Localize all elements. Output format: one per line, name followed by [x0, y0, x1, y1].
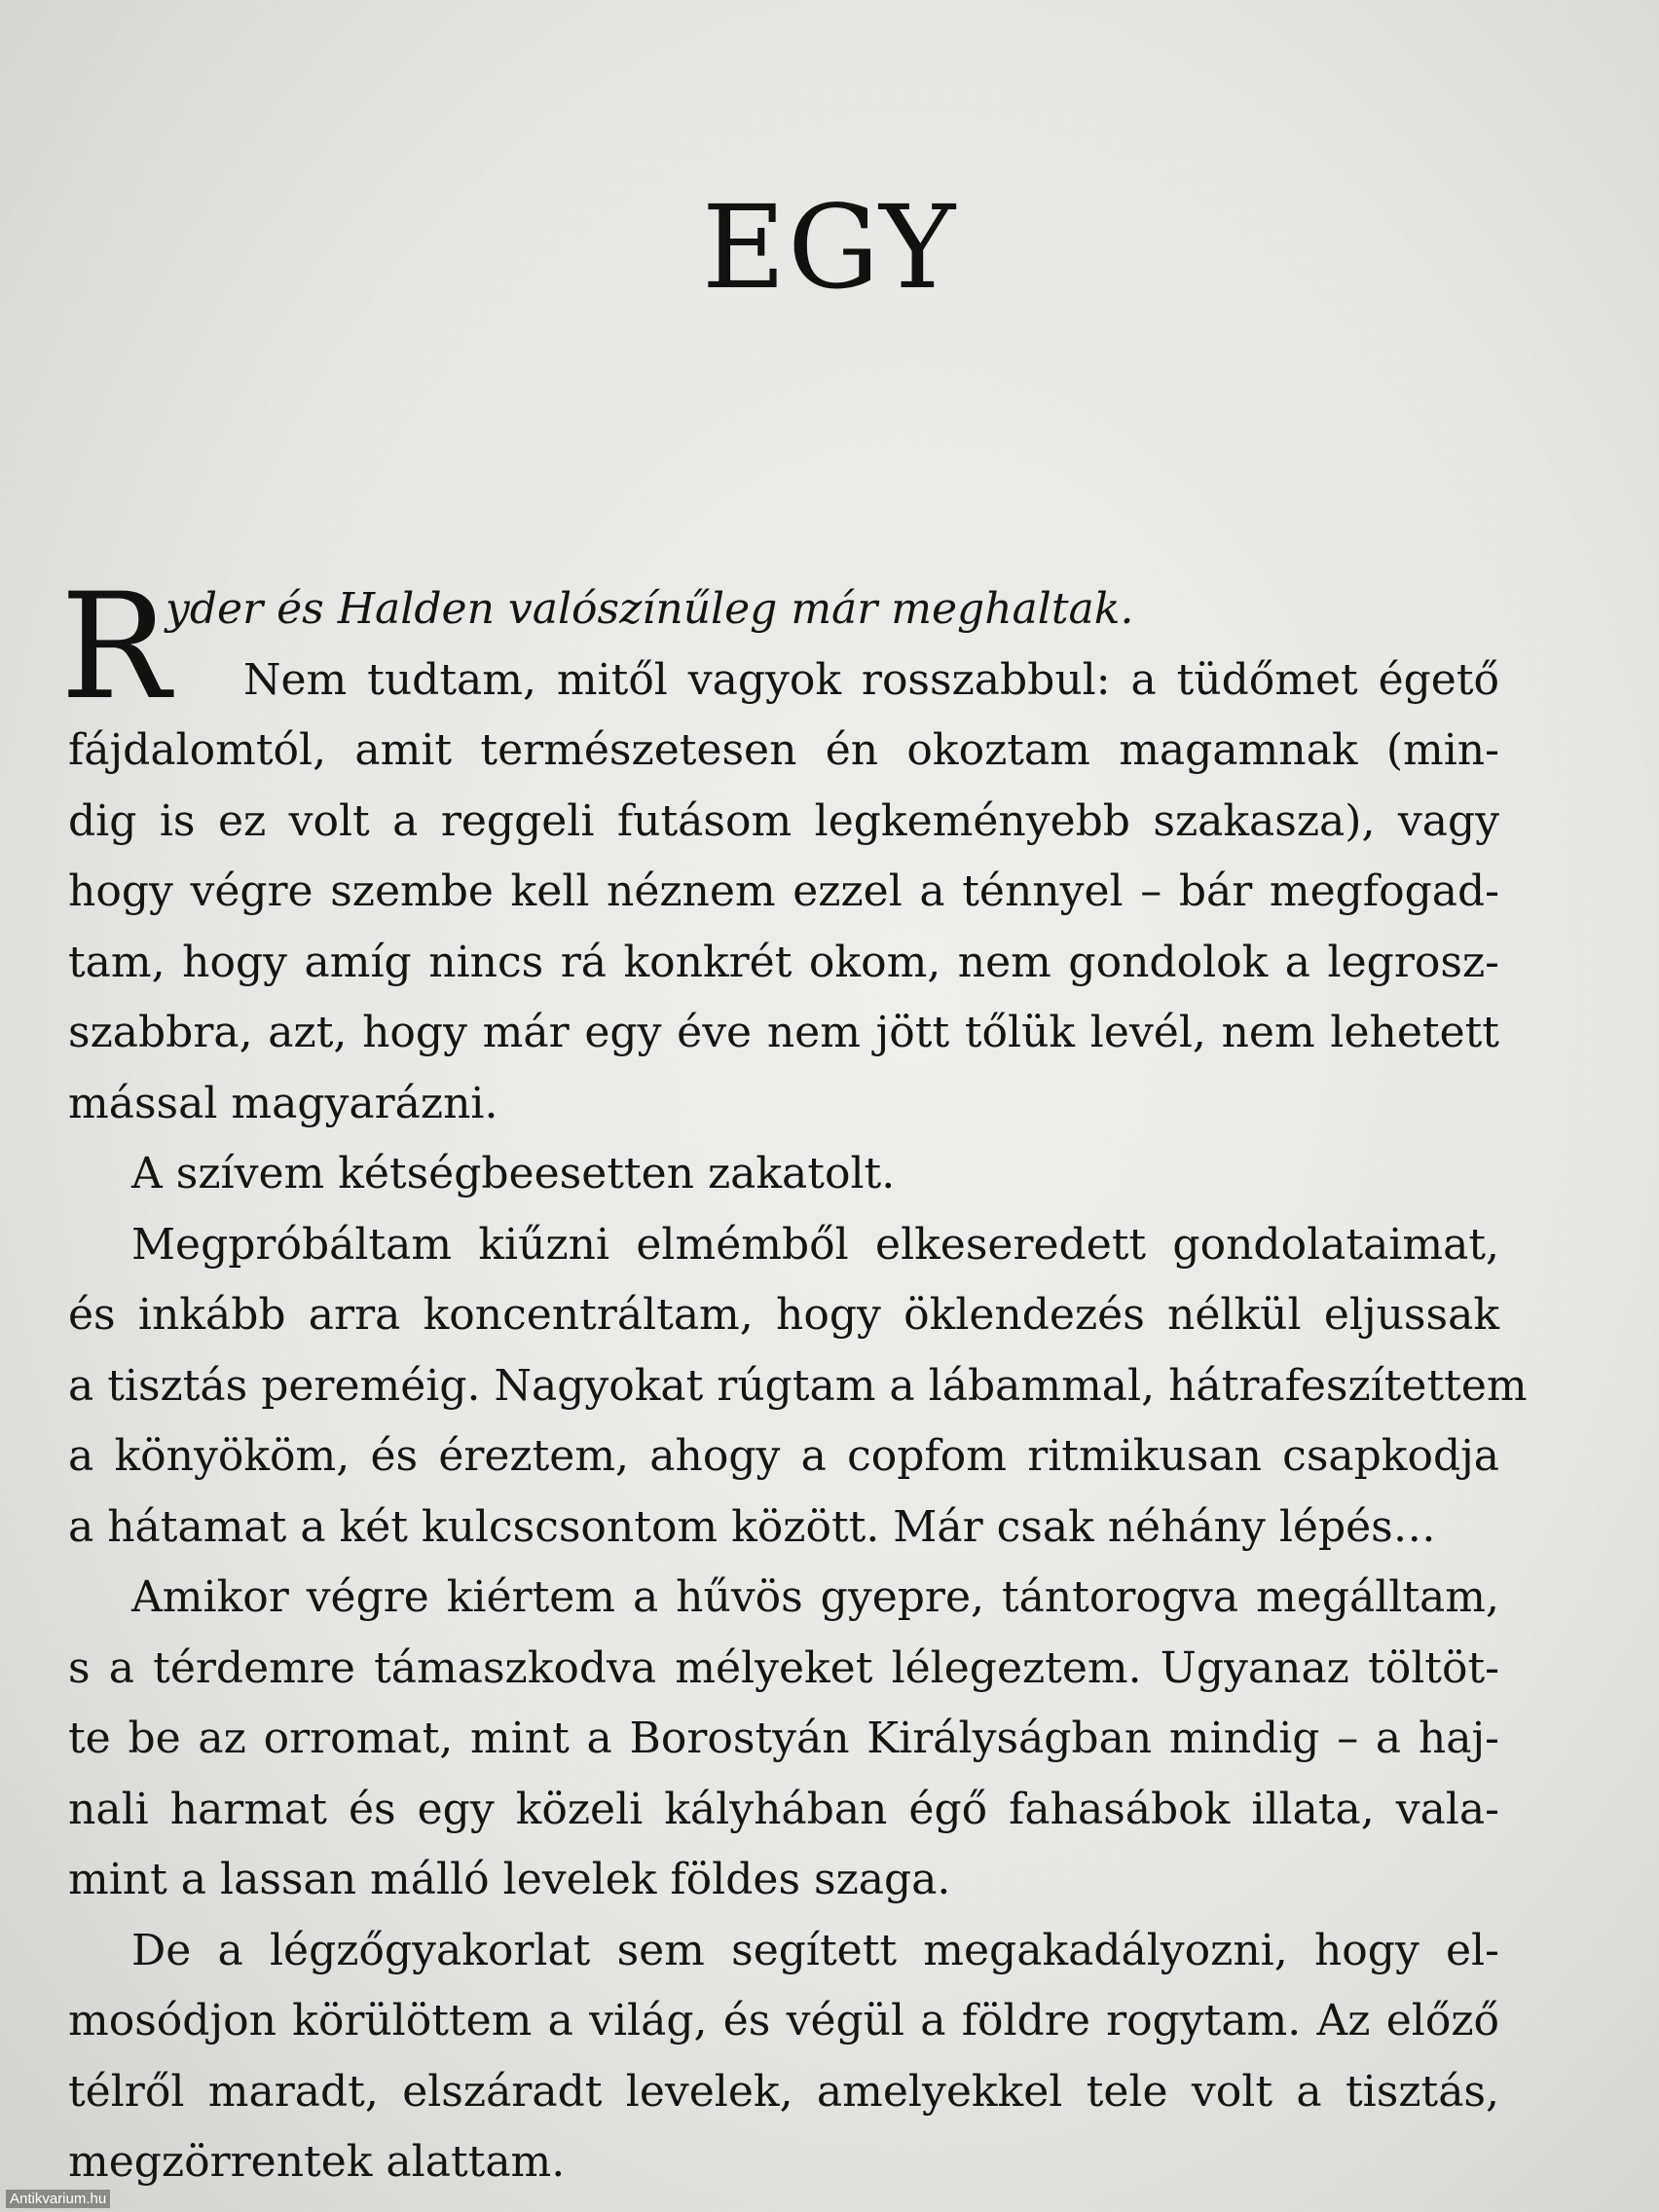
drop-cap: R	[60, 563, 170, 732]
watermark: Antikvarium.hu	[6, 2190, 110, 2208]
text-line: Megpróbáltam kiűzni elmémből elkeseredett gondolataimat,	[131, 1219, 1499, 1270]
text-line: szabbra, azt, hogy már egy éve nem jött tőlük levél, nem lehetett	[68, 1008, 1499, 1057]
text-line: te be az orromat, mint a Borostyán Királyságban mindig – a haj-	[68, 1714, 1499, 1763]
text-line: mással magyarázni.	[68, 1078, 498, 1128]
text-line: s a térdemre támaszkodva mélyeket lélegeztem. Ugyanaz töltöt-	[68, 1642, 1499, 1693]
text-line: Nem tudtam, mitől vagyok rosszabbul: a tüdőmet égető	[243, 654, 1499, 705]
text-line: a tisztás pereméig. Nagyokat rúgtam a lábammal, hátrafeszítettem	[68, 1360, 1528, 1411]
text-line: megzörrentek alattam.	[68, 2137, 566, 2187]
chapter-title: EGY	[701, 180, 958, 314]
text-line: mint a lassan málló levelek földes szaga.	[68, 1855, 951, 1904]
text-line: Amikor végre kiértem a hűvös gyepre, tántorogva megálltam,	[131, 1572, 1499, 1622]
text-line: hogy végre szembe kell néznem ezzel a ténnyel – bár megfogad-	[68, 866, 1499, 916]
body-text	[68, 574, 1528, 2198]
text-line: yder és Halden valószínűleg már meghaltak.	[166, 584, 1134, 634]
text-line: a hátamat a két kulcscsontom között. Már csak néhány lépés…	[68, 1501, 1436, 1552]
text-line: A szívem kétségbeesetten zakatolt.	[131, 1149, 896, 1198]
text-line: De a légzőgyakorlat sem segített megakadályozni, hogy el-	[131, 1925, 1499, 1975]
text-line: a könyököm, és éreztem, ahogy a copfom ritmikusan csapkodja	[68, 1431, 1499, 1481]
text-line: tam, hogy amíg nincs rá konkrét okom, nem gondolok a legrosz-	[68, 937, 1499, 987]
text-line: mosódjon körülöttem a világ, és végül a földre rogytam. Az előző	[68, 1996, 1499, 2046]
text-line: dig is ez volt a reggeli futásom legkeményebb szakasza), vagy	[68, 795, 1499, 846]
text-line: fájdalomtól, amit természetesen én okoztam magamnak (min-	[68, 725, 1499, 775]
text-line: télről maradt, elszáradt levelek, amelyekkel tele volt a tisztás,	[68, 2066, 1499, 2117]
text-line: nali harmat és egy közeli kályhában égő fahasábok illata, vala-	[68, 1784, 1499, 1834]
text-line: és inkább arra koncentráltam, hogy öklendezés nélkül eljussak	[68, 1290, 1499, 1340]
